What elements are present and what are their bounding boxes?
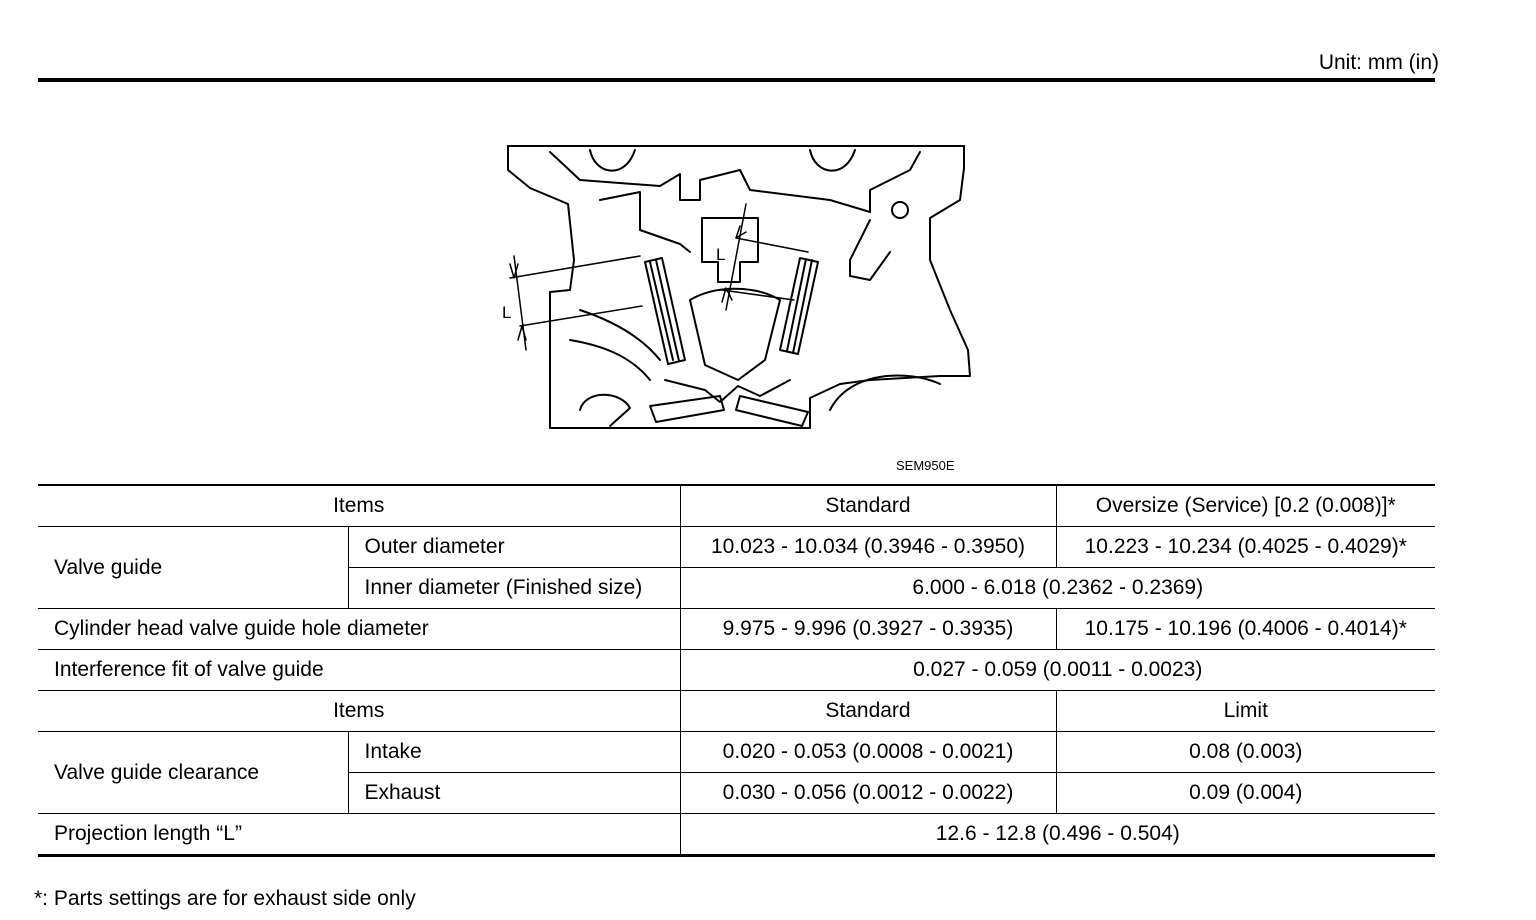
header2-limit: Limit [1056, 691, 1435, 732]
inner-rib-left [600, 192, 690, 252]
dimension-label-left: L [502, 303, 512, 322]
unit-label: Unit: mm (in) [1318, 51, 1439, 74]
outer-diameter-standard: 10.023 - 10.034 (0.3946 - 0.3950) [680, 527, 1056, 568]
valve-guide-spec-table [38, 484, 1435, 857]
figure-code: SEM950E [896, 458, 955, 473]
dimension-label-right: L [716, 245, 726, 264]
lower-pocket-right [830, 376, 940, 410]
interference-label: Interference fit of valve guide [38, 650, 680, 691]
header-oversize: Oversize (Service) [0.2 (0.008)]* [1056, 485, 1435, 527]
chamber [690, 289, 780, 380]
table-header-row [38, 691, 1435, 732]
clearance-label: Valve guide clearance [38, 732, 348, 814]
intake-standard: 0.020 - 0.053 (0.0008 - 0.0021) [680, 732, 1056, 773]
outer-diameter-oversize: 10.223 - 10.234 (0.4025 - 0.4029)* [1056, 527, 1435, 568]
table-row [38, 814, 1435, 856]
exhaust-limit: 0.09 (0.004) [1056, 773, 1435, 814]
valve-guide-right [780, 258, 818, 354]
port-floor [665, 380, 790, 402]
table-row [38, 527, 1435, 568]
header-items: Items [38, 485, 680, 527]
hole-diameter-oversize: 10.175 - 10.196 (0.4006 - 0.4014)* [1056, 609, 1435, 650]
inner-curve-left [580, 310, 660, 360]
footnote: *: Parts settings are for exhaust side only [34, 887, 416, 910]
intake-limit: 0.08 (0.003) [1056, 732, 1435, 773]
header2-standard: Standard [680, 691, 1056, 732]
interference-value: 0.027 - 0.059 (0.0011 - 0.0023) [680, 650, 1435, 691]
table-row [38, 732, 1435, 773]
exhaust-standard: 0.030 - 0.056 (0.0012 - 0.0022) [680, 773, 1056, 814]
header2-items: Items [38, 691, 680, 732]
hole-diameter-standard: 9.975 - 9.996 (0.3927 - 0.3935) [680, 609, 1056, 650]
inner-curve-left-2 [570, 340, 650, 380]
valve-guide-label: Valve guide [38, 527, 348, 609]
top-port-left [590, 150, 635, 171]
header-standard: Standard [680, 485, 1056, 527]
intake-label: Intake [348, 732, 680, 773]
dimension-l-left [510, 256, 642, 350]
table-header-row [38, 485, 1435, 527]
table-row [38, 609, 1435, 650]
projection-value: 12.6 - 12.8 (0.496 - 0.504) [680, 814, 1435, 856]
cylinder-head-diagram [490, 140, 990, 440]
inner-diameter-value: 6.000 - 6.018 (0.2362 - 0.2369) [680, 568, 1435, 609]
top-chamber [550, 152, 920, 212]
top-divider [38, 78, 1435, 82]
hole-diameter-label: Cylinder head valve guide hole diameter [38, 609, 680, 650]
valve-guide-left [645, 258, 685, 364]
lower-port-right [736, 396, 808, 426]
lower-pocket-left [580, 395, 630, 426]
top-port-right [810, 150, 855, 171]
table-row [38, 650, 1435, 691]
inner-diameter-label: Inner diameter (Finished size) [348, 568, 680, 609]
stud-hole [892, 202, 908, 218]
center-box [702, 218, 758, 282]
lower-port-left [650, 396, 724, 422]
outer-diameter-label: Outer diameter [348, 527, 680, 568]
projection-label: Projection length “L” [38, 814, 680, 856]
inner-rib-right [850, 220, 890, 280]
exhaust-label: Exhaust [348, 773, 680, 814]
